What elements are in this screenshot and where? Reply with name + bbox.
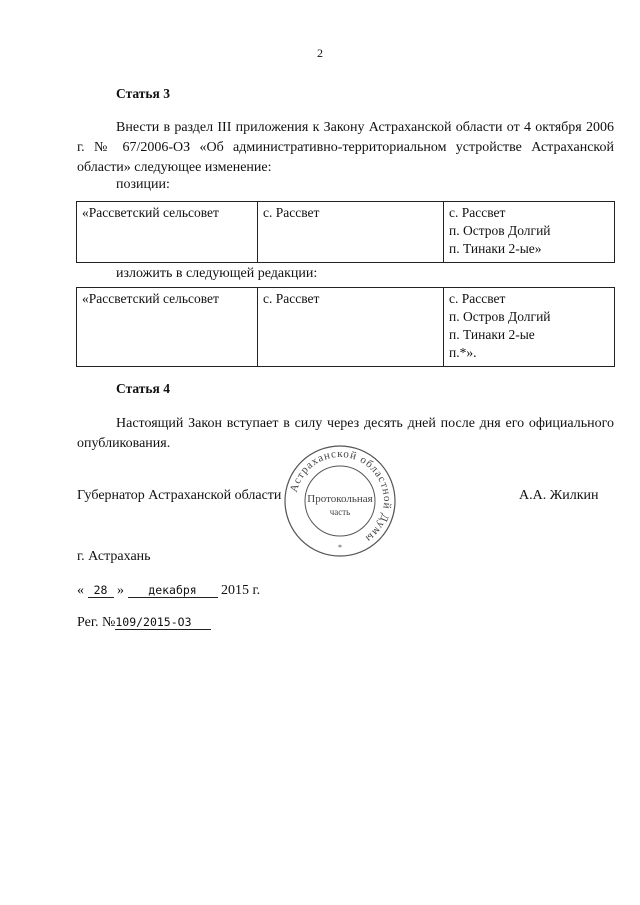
article-4-heading: Статья 4 xyxy=(116,381,170,396)
signing-date xyxy=(77,583,260,599)
article-3-intro: Внести в раздел III приложения к Закону Астраханской области от 4 октября 2006 г. № 67/2006-ОЗ «Об административно-территориальном устройстве Астраханской области» следующее изменение: xyxy=(77,120,614,175)
settlement: п. Остров Долгий xyxy=(449,223,551,238)
page-number: 2 xyxy=(317,46,323,60)
positions-label: позиции: xyxy=(116,177,170,192)
restate-label: изложить в следующей редакции: xyxy=(116,266,318,281)
date-month: декабря xyxy=(128,583,218,598)
governor-title: Губернатор Астраханской области xyxy=(77,488,282,503)
article-3-heading: Статья 3 xyxy=(116,86,170,101)
district-cell: «Рассветский сельсовет xyxy=(77,202,258,263)
center-cell: с. Рассвет xyxy=(258,288,444,367)
settlement: п. Тинаки 2-ые xyxy=(449,327,535,342)
center-cell: с. Рассвет xyxy=(258,202,444,263)
settlement: п. Тинаки 2-ые» xyxy=(449,241,542,256)
article-4-text: Настоящий Закон вступает в силу через десять дней после дня его официального опубликования. xyxy=(77,416,614,451)
stamp-center-line-1: Протокольная xyxy=(307,493,373,505)
settlement: с. Рассвет xyxy=(449,291,506,306)
settlement: п. Остров Долгий xyxy=(449,309,551,324)
settlements-cell xyxy=(444,202,615,263)
date-day: 28 xyxy=(88,583,114,598)
settlement: с. Рассвет xyxy=(449,205,506,220)
territory-table-after xyxy=(76,287,615,367)
settlement: п.*». xyxy=(449,345,477,360)
date-close-quote: » xyxy=(117,583,124,598)
stamp-center-line-2: часть xyxy=(329,507,351,517)
date-open-quote: « xyxy=(77,583,84,598)
date-year: 2015 г. xyxy=(221,583,261,598)
district-cell: «Рассветский сельсовет xyxy=(77,288,258,367)
table-row xyxy=(77,202,615,263)
registration-number: 109/2015-ОЗ xyxy=(115,615,211,630)
duma-stamp xyxy=(283,444,397,558)
governor-name: А.А. Жилкин xyxy=(519,488,599,503)
stamp-star-icon: * xyxy=(338,543,342,552)
registration xyxy=(77,615,211,631)
registration-prefix: Рег. № xyxy=(77,615,116,630)
table-row xyxy=(77,288,615,367)
place: г. Астрахань xyxy=(77,549,151,564)
settlements-cell xyxy=(444,288,615,367)
stamp-ring-text: Астраханской областной Думы xyxy=(287,447,394,545)
territory-table-before xyxy=(76,201,615,263)
